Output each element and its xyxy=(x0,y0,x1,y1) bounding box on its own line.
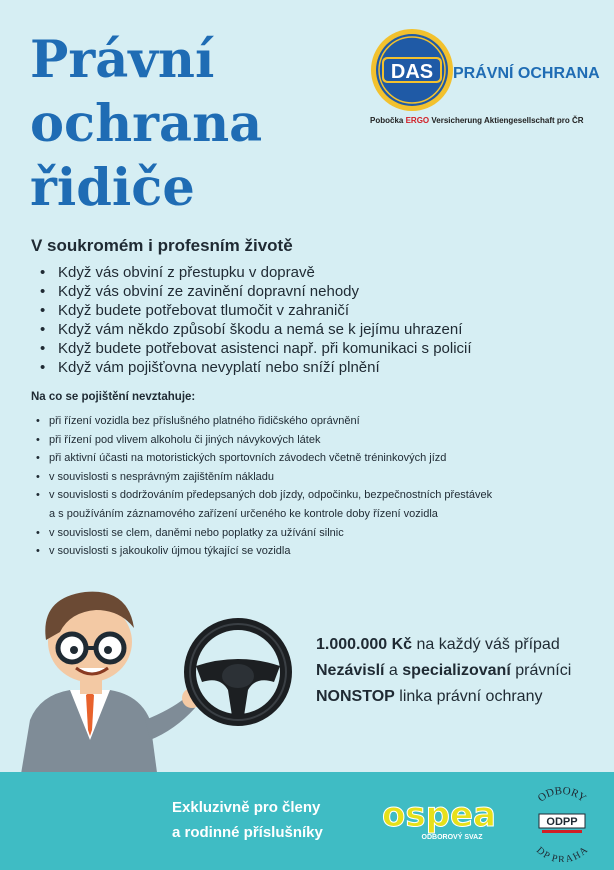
title-line-2: ochrana xyxy=(30,94,263,154)
feature-line-3 xyxy=(316,684,571,710)
feature-2-bold-1: Nezávislí xyxy=(316,662,385,679)
list-item: • při řízení vozidla bez příslušného platného řidičského oprávnění xyxy=(36,412,492,431)
footer-line-2: a rodinné příslušníky xyxy=(172,824,323,841)
ospea-logo-word: ospea xyxy=(382,795,496,835)
list-item: • při aktivní účasti na motoristických sportovních závodech včetně tréninkových jízd xyxy=(36,449,492,468)
feature-2-text: právníci xyxy=(510,662,572,679)
list-item xyxy=(36,486,492,523)
logo-name: PRÁVNÍ OCHRANA xyxy=(453,65,600,82)
list-item: • Když vás obviní ze zavinění dopravní nehody xyxy=(40,282,472,301)
feature-3-bold: NONSTOP xyxy=(316,688,395,705)
list-item-text: v souvislosti s dodržováním předepsaných dob jízdy, odpočinku, bezpečnostních přestávek xyxy=(49,489,493,502)
list-item: • Když vám někdo způsobí škodu a nemá se k jejímu uhrazení xyxy=(40,320,472,339)
footer-line-1: Exkluzivně pro členy xyxy=(172,799,321,816)
list-item: • v souvislosti s nesprávným zajištěním nákladu xyxy=(36,468,492,487)
svg-text:DP PRAHA xyxy=(534,844,591,862)
features-block xyxy=(316,632,571,710)
subtitle: V soukromém i profesním životě xyxy=(31,236,293,255)
das-logo xyxy=(370,28,454,112)
footer-band xyxy=(0,772,614,870)
ospea-logo-sub: ODBOROVÝ SVAZ xyxy=(421,834,483,841)
coverage-heading: Na co se pojištění nevztahuje: xyxy=(31,391,196,403)
odbory-bottom-text: DP PRAHA xyxy=(533,844,591,862)
feature-2-mid: a xyxy=(384,662,403,679)
odbory-dp-praha-logo xyxy=(522,782,602,862)
list-item: • Když budete potřebovat asistenci např. při komunikaci s policií xyxy=(40,339,472,358)
feature-line-1 xyxy=(316,632,571,658)
das-logo-mark: DAS xyxy=(390,61,434,83)
list-item: • v souvislosti s jakoukoliv újmou týkající se vozidla xyxy=(36,542,492,561)
list-item: • Když vás obviní z přestupku v dopravě xyxy=(40,263,472,282)
branch-prefix: Pobočka xyxy=(370,116,406,125)
list-item: • Když vám pojišťovna nevyplatí nebo sníží plnění xyxy=(40,358,472,377)
branch-suffix: Versicherung Aktiengesellschaft pro ČR xyxy=(429,116,584,125)
feature-3-text: linka právní ochrany xyxy=(394,688,543,705)
main-bullet-list xyxy=(40,263,472,377)
list-item: • při řízení pod vlivem alkoholu či jiných návykových látek xyxy=(36,431,492,450)
branch-note xyxy=(370,116,584,125)
steering-wheel-icon xyxy=(182,616,294,728)
feature-1-text: na každý váš případ xyxy=(412,636,560,653)
page-title xyxy=(30,28,262,220)
odbory-top-text: ODBORY xyxy=(535,784,589,805)
coverage-list xyxy=(36,412,492,561)
footer-text xyxy=(172,795,323,845)
title-line-3: řidiče xyxy=(30,158,195,218)
svg-text:ODBORY xyxy=(536,785,589,805)
odbory-mid-text: ODPP xyxy=(546,816,578,828)
branch-ergo: ERGO xyxy=(405,116,430,125)
list-item-continuation: a s používáním záznamového zařízení určeného ke kontrole doby řízení vozidla xyxy=(49,507,438,520)
title-line-1: Právní xyxy=(30,30,215,90)
feature-1-bold: 1.000.000 Kč xyxy=(316,636,413,653)
ospea-logo xyxy=(380,792,498,844)
feature-2-bold-2: specializovaní xyxy=(402,662,511,679)
feature-line-2 xyxy=(316,658,571,684)
list-item: • Když budete potřebovat tlumočit v zahraničí xyxy=(40,301,472,320)
list-item: • v souvislosti se clem, daněmi nebo poplatky za užívání silnic xyxy=(36,524,492,543)
